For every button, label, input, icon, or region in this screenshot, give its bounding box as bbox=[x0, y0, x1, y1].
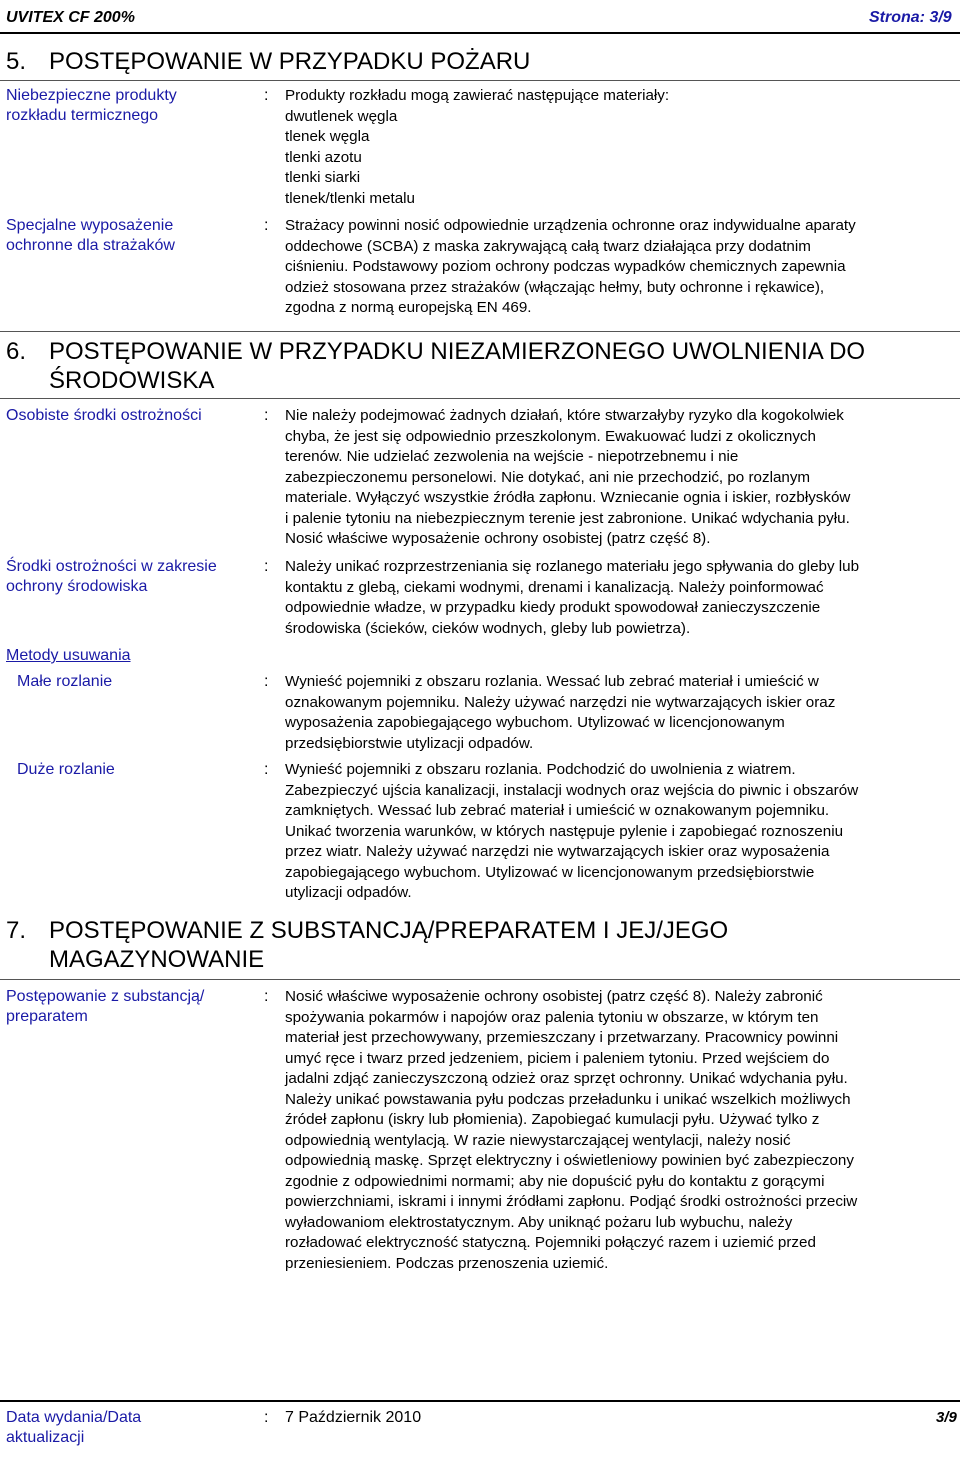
text-large-spill: Wynieść pojemniki z obszaru rozlania. Podchodzić do uwolnienia z wiatrem. Zabezpieczyć ujścia kanalizacji, instalacji wodnych oraz wejścia do piwnic i obszarów zamkniętych. Wessać lub zebrać materiał i umieścić w oznakowanym pojemniku. Unikać tworzenia warunków, w których następuje pylenie i zapobiegać roznoszeniu przez wiatr. Należy używać narzędzi nie wytwarzających iskier oraz wyposażenia zapobiegającego wybuchom. Utylizować w licencjonowanym przedsiębiorstwie utylizacji odpadów. bbox=[285, 761, 859, 901]
section-7-heading bbox=[6, 916, 728, 974]
section-6-rule bbox=[0, 398, 960, 399]
text-firefighter-equipment: Strażacy powinni nosić odpowiednie urządzenia ochronne oraz indywidualne aparaty oddechowe (SCBA) z maska zakrywającą całą twarz działająca przy dodatnim ciśnieniu. Podstawowy poziom ochrony podczas wypadków chemicznych zapewnia odzież stosowana przez strażaków (włączając hełmy, buty ochronne i rękawice), zgodna z normą europejską EN 469. bbox=[285, 217, 856, 316]
section-7-number: 7. bbox=[6, 917, 27, 944]
section-7-title: POSTĘPOWANIE Z SUBSTANCJĄ/PREPARATEM I JEJ/JEGO MAGAZYNOWANIE bbox=[49, 917, 729, 973]
colon-separator: : bbox=[264, 761, 269, 778]
page-indicator: Strona: 3/9 bbox=[869, 9, 952, 26]
colon-separator: : bbox=[264, 217, 269, 234]
colon-separator: : bbox=[264, 1409, 269, 1426]
section-6-heading bbox=[6, 337, 865, 395]
footer-page-number: 3/9 bbox=[936, 1409, 957, 1426]
header-rule bbox=[0, 32, 960, 34]
footer-date-label: Data wydania/Data aktualizacji bbox=[6, 1409, 142, 1446]
section-6-number: 6. bbox=[6, 338, 27, 365]
section-6-top-rule bbox=[0, 331, 960, 332]
colon-separator: : bbox=[264, 673, 269, 690]
footer-rule bbox=[0, 1400, 960, 1402]
label-personal-precautions: Osobiste środki ostrożności bbox=[6, 407, 202, 424]
section-5-heading bbox=[6, 47, 530, 76]
label-large-spill: Duże rozlanie bbox=[17, 761, 115, 778]
section-5-number: 5. bbox=[6, 48, 27, 75]
section-7-rule bbox=[0, 979, 960, 980]
text-personal-precautions: Nie należy podejmować żadnych działań, które stwarzałyby ryzyko dla kogokolwiek chyba, że jest się odpowiednio przeszkolonym. Ewakuować ludzi z okolicznych terenów. Nie udzielać zezwolenia na wejście - niepotrzebnemu i nie zabezpieczonemu personelowi. Nie dotykać, ani nie przechodzić, po rozlanym materiale. Wyłączyć wszystkie źródła zapłonu. Wzniecanie ognia i iskier, rozbłysków i palenie tytoniu na niebezpiecznym terenie jest zabronione. Unikać wdychania pyłu. Nosić właściwe wyposażenie ochrony osobistej (patrz część 8). bbox=[285, 407, 851, 547]
document-title: UVITEX CF 200% bbox=[6, 9, 135, 26]
label-handling: Postępowanie z substancją/ preparatem bbox=[6, 988, 205, 1025]
label-hazardous-decomposition: Niebezpieczne produkty rozkładu termicznego bbox=[6, 87, 177, 124]
label-small-spill: Małe rozlanie bbox=[17, 673, 113, 690]
text-handling: Nosić właściwe wyposażenie ochrony osobistej (patrz część 8). Należy zabronić spożywania pokarmów i napojów oraz palenia tytoniu w obszarze, w którym ten materiał jest przechowywany, przemieszczany i przetwarzany. Pracownicy powinni umyć ręce i twarz przed jedzeniem, piciem i paleniem tytoniu. Przed wejściem do jadalni zdjąć zanieczyszczoną odzież oraz sprzęt ochronny. Unikać wdychania pyłu. Należy unikać powstawania pyłu podczas przeładunku i unikać wszelkich możliwych źródeł zapłonu (iskry lub płomienia). Zapobiegać kumulacji pyłu. Używać tylko z odpowiednią wentylacją. W razie niewystarczającej wentylacji, należy nosić odpowiednią maskę. Sprzęt elektryczny i oświetleniowy powinien być zabezpieczony zgodnie z odpowiednimi normami; aby nie dopuścić pyłu do kontaktu z gorącymi powierzchniami, iskrami i innymi źródłami zapłonu. Podjąć środki ostrożności przeciw wyładowaniom elektrostatycznym. Aby uniknąć pożaru lub wybuchu, należy rozładować elektryczność statyczną. Pojemniki połączyć razem i uziemić przed przeniesieniem. Podczas przenoszenia uziemić. bbox=[285, 988, 858, 1272]
colon-separator: : bbox=[264, 407, 269, 424]
text-small-spill: Wynieść pojemniki z obszaru rozlania. Wessać lub zebrać materiał i umieścić w oznakowanym pojemniku. Należy używać narzędzi nie wytwarzających iskier oraz wyposażenia zapobiegającego wybuchom. Utylizować w licencjonowanym przedsiębiorstwie utylizacji odpadów. bbox=[285, 673, 836, 752]
colon-separator: : bbox=[264, 87, 269, 104]
section-6-title: POSTĘPOWANIE W PRZYPADKU NIEZAMIERZONEGO UWOLNIENIA DO ŚRODOWISKA bbox=[49, 338, 866, 394]
label-environmental-precautions: Środki ostrożności w zakresie ochrony środowiska bbox=[6, 558, 217, 595]
colon-separator: : bbox=[264, 558, 269, 575]
colon-separator: : bbox=[264, 988, 269, 1005]
text-hazardous-decomposition: Produkty rozkładu mogą zawierać następujące materiały: dwutlenek węgla tlenek węgla tlenki azotu tlenki siarki tlenek/tlenki metalu bbox=[285, 87, 670, 207]
footer-date-value: 7 Październik 2010 bbox=[285, 1409, 422, 1426]
section-5-title: POSTĘPOWANIE W PRZYPADKU POŻARU bbox=[49, 48, 531, 75]
text-environmental-precautions: Należy unikać rozprzestrzeniania się rozlanego materiału jego spływania do gleby lub kontaktu z glebą, ciekami wodnymi, drenami i kanalizacją. Należy poinformować odpowiednie władze, w przypadku kiedy produkt spowodował zanieczyszczenie środowiska (ścieków, cieków wodnych, gleby lub powietrza). bbox=[285, 558, 860, 637]
label-firefighter-equipment: Specjalne wyposażenie ochronne dla strażaków bbox=[6, 217, 175, 254]
section-5-rule bbox=[0, 80, 960, 81]
methods-heading: Metody usuwania bbox=[6, 647, 131, 664]
